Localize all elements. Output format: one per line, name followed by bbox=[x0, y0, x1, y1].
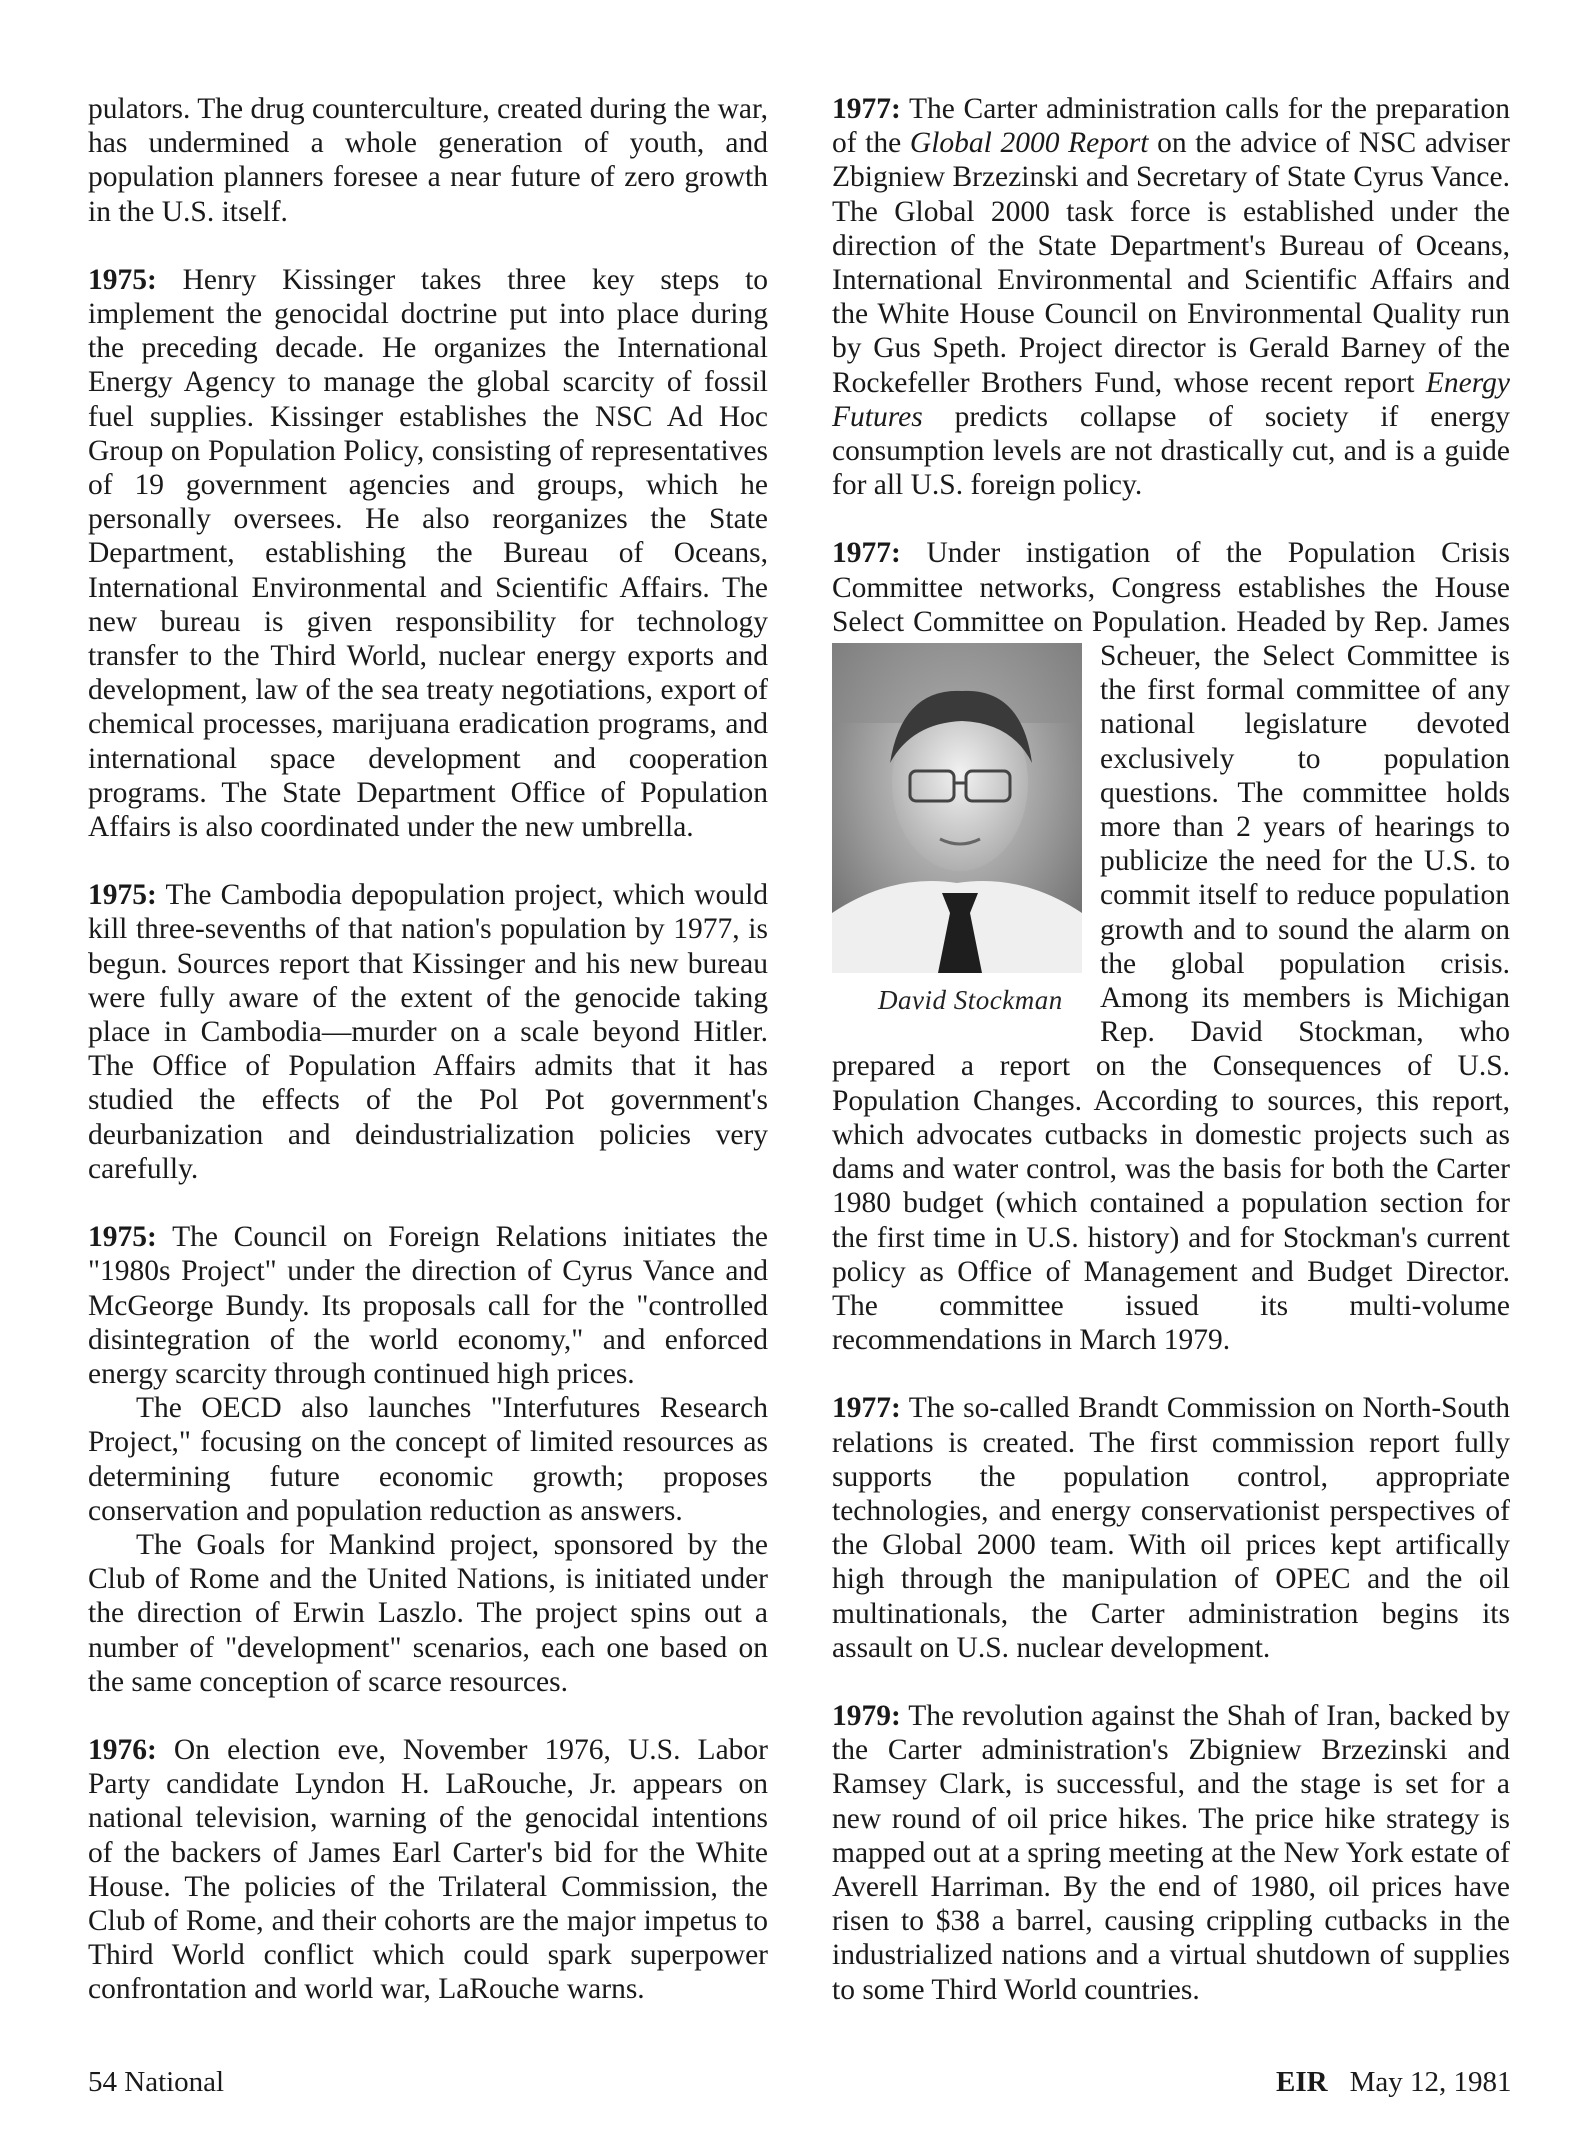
entry-1976-larouche bbox=[88, 1733, 768, 2007]
entry-1975-cfr bbox=[88, 1220, 768, 1391]
section-name: National bbox=[124, 2066, 225, 2098]
entry-text: on the advice of NSC adviser Zbigniew Brzezinski and Secretary of State Cyrus Vance. The Global 2000 task force is established under the direction of the State Department's Bureau of Oceans, International Environmental and Scientific Affairs and the White House Council on Environmental Quality run by Gus Speth. Project director is Gerald Barney of the Rockefeller Brothers Fund, whose recent report bbox=[832, 127, 1510, 399]
footer-left bbox=[88, 2066, 224, 2099]
entry-text: Under instigation of the Population Crisis Committee networks, Congress establishes the House Select Committee on Population. Headed by Rep. James bbox=[832, 537, 1510, 638]
entry-1975-cambodia bbox=[88, 878, 768, 1186]
report-title: Energy Futures bbox=[832, 366, 1510, 433]
entry-text: On election eve, November 1976, U.S. Labor Party candidate Lyndon H. LaRouche, Jr. appears on national television, warning of the genocidal intentions of the backers of James Earl Carter's bid for the White House. The policies of the Trilateral Commission, the Club of Rome, and their cohorts are the major impetus to Third World conflict which could spark superpower confrontation and world war, LaRouche warns. bbox=[88, 1733, 768, 2006]
entry-1975-kissinger bbox=[88, 263, 768, 844]
entry-year: 1975: bbox=[88, 263, 157, 296]
entry-year: 1975: bbox=[88, 1221, 157, 1254]
publication-name: EIR bbox=[1276, 2066, 1328, 2098]
entry-text: The so-called Brandt Commission on North-South relations is created. The first commission report fully supports the population control, appropriate technologies, and energy conservationist perspectives of the Global 2000 team. With oil prices kept artifically high through the manipulation of OPEC and the oil multinationals, the Carter administration begins its assault on U.S. nuclear development. bbox=[832, 1392, 1510, 1664]
entry-year: 1975: bbox=[88, 879, 157, 912]
entry-text: The Cambodia depopulation project, which would kill three-sevenths of that nation's population by 1977, is begun. Sources report that Kissinger and his new bureau were fully aware of the extent of the genocide taking place in Cambodia—murder on a scale beyond Hitler. The Office of Population Affairs admits that it has studied the effects of the Pol Pot government's deurbanization and deindustrialization policies very carefully. bbox=[88, 879, 769, 1185]
entry-text: The revolution against the Shah of Iran, backed by the Carter administration's Zbigniew Brzezinski and Ramsey Clark, is successful, and the stage is set for a new round of oil price hikes. The price hike strategy is mapped out at a spring meeting at the New York estate of Averell Harriman. By the end of 1980, oil prices have risen to $38 a barrel, causing crippling cutbacks in the industrialized nations and a virtual shutdown of supplies to some Third World countries. bbox=[832, 1699, 1510, 2006]
paragraph-continuation: pulators. The drug counterculture, created during the war, has undermined a whole generation of youth, and population planners foresee a near future of zero growth in the U.S. itself. bbox=[88, 93, 768, 228]
entry-1977-global-2000 bbox=[832, 92, 1510, 502]
entry-1979-iran bbox=[832, 1699, 1510, 2007]
paragraph-oecd: The OECD also launches "Interfutures Research Project," focusing on the concept of limited resources as determining future economic growth; proposes conservation and population reduction as answers. bbox=[88, 1392, 768, 1527]
entry-year: 1977: bbox=[832, 93, 901, 125]
entry-year: 1977: bbox=[832, 1392, 901, 1425]
report-title: Global 2000 Report bbox=[909, 127, 1149, 160]
entry-year: 1979: bbox=[832, 1699, 901, 1732]
issue-date: May 12, 1981 bbox=[1349, 2066, 1512, 2098]
entry-text: predicts collapse of society if energy consumption levels are not drastically cut, and is a guide for all U.S. foreign policy. bbox=[832, 400, 1511, 502]
portrait-image bbox=[832, 643, 1082, 973]
entry-1977-select-committee bbox=[832, 536, 1510, 1357]
entry-text: The Council on Foreign Relations initiates the "1980s Project" under the direction of Cyrus Vance and McGeorge Bundy. Its proposals call for the "controlled disintegration of the world economy," and enforced energy scarcity through continued high prices. bbox=[88, 1221, 769, 1390]
entry-1977-brandt-commission bbox=[832, 1391, 1510, 1665]
paragraph-goals-for-mankind: The Goals for Mankind project, sponsored by the Club of Rome and the United Nations, is initiated under the direction of Erwin Laszlo. The project spins out a number of "development" scenarios, each one based on the same conception of scarce resources. bbox=[88, 1528, 768, 1698]
right-column bbox=[832, 92, 1510, 2041]
entry-year: 1977: bbox=[832, 537, 901, 570]
left-column bbox=[88, 92, 768, 2041]
photo-caption: David Stockman bbox=[878, 984, 1063, 1015]
entry-text: Scheuer, the Select Committee is the first formal committee of any national legislature devoted exclusively to population questions. The committee holds more than 2 years of hearings to publicize the need for the U.S. to commit itself to reduce population growth and to sound the alarm on the global population crisis. Among its members is Michigan Rep. David Stockman, who prepared a report on the Consequences of U.S. Population Changes. According to sources, this report, which advocates cutbacks in domestic projects such as dams and water control, was the basis for both the Carter 1980 budget (which contained a population section for the first time in U.S. history) and for Stockman's current policy as Office of Management and Budget Director. The committee issued its multi-volume recommendations in March 1979. bbox=[832, 640, 1510, 1357]
entry-text: Henry Kissinger takes three key steps to implement the genocidal doctrine put into place during the preceding decade. He organizes the International Energy Agency to manage the global scarcity of fossil fuel supplies. Kissinger establishes the NSC Ad Hoc Group on Population Policy, consisting of representatives of 19 government agencies and groups, which he personally oversees. He also reorganizes the State Department, establishing the Bureau of Oceans, International Environmental and Scientific Affairs. The new bureau is given responsibility for technology transfer to the Third World, nuclear energy exports and development, law of the sea treaty negotiations, export of chemical processes, marijuana eradication programs, and international space development and cooperation programs. The State Department Office of Population Affairs is also coordinated under the new umbrella. bbox=[88, 263, 769, 844]
entry-year: 1976: bbox=[88, 1733, 157, 1766]
footer-right bbox=[1276, 2066, 1512, 2099]
page-number: 54 bbox=[88, 2066, 117, 2098]
entry-text: The Carter administration calls for the preparation of the bbox=[832, 93, 1510, 160]
portrait-photo bbox=[832, 643, 1082, 1015]
